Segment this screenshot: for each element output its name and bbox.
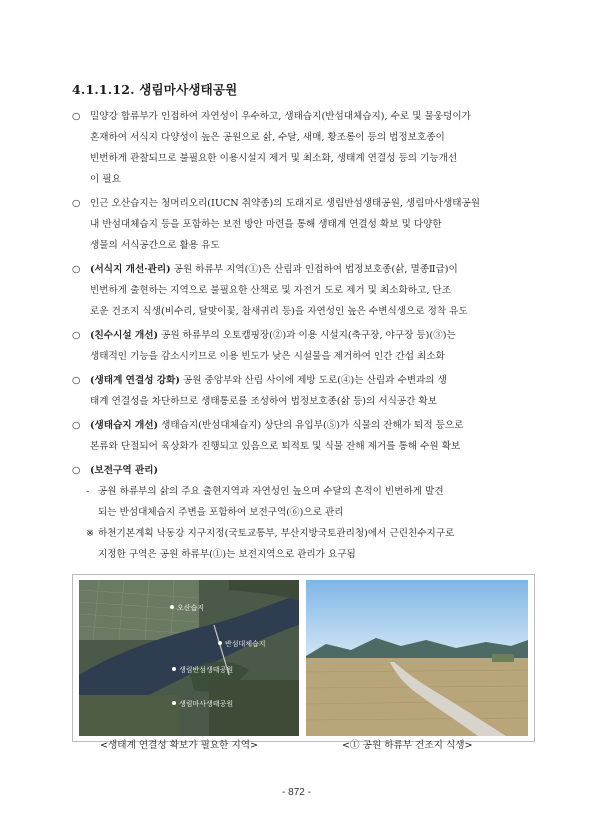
- bullet-icon: ○: [72, 264, 81, 275]
- page-number: - 872 -: [282, 787, 311, 798]
- text-line: 공원 하류부의 삵의 주요 출현지역과 자연성인 높으며 수달의 흔적이 빈번하게 발견: [98, 486, 444, 497]
- body-text: [72, 106, 534, 565]
- text-line: 생태습지(반섬대체습지) 상단의 유입부(⑤)가 식물의 잔해가 퇴적 등으로: [158, 420, 464, 431]
- map-label-banseom-wetland: 반섬대체습지: [225, 640, 266, 648]
- text-line: 이 필요: [90, 174, 121, 185]
- bullet-icon: ○: [72, 111, 81, 122]
- text-line: 하천기본계획 낙동강 지구지정(국토교통부, 부산지방국토관리청)에서 근린친수지구로: [98, 528, 455, 539]
- text-line: 혼재하여 서식지 다양성이 높은 공원으로 삵, 수달, 새매, 황조롱이 등의 법정보호종이: [90, 132, 445, 143]
- bullet-icon: ○: [72, 465, 81, 476]
- bullet-icon: ○: [72, 198, 81, 209]
- paragraph-lead: (보전구역 관리): [90, 465, 159, 476]
- bullet-icon: ○: [72, 375, 81, 386]
- dash-mark: -: [86, 486, 90, 497]
- text-line: 밀양강 합류부가 인접하여 자연성이 우수하고, 생태습지(반섬대체습지), 수로 및 물웅덩이가: [90, 111, 471, 122]
- note-mark: ※: [86, 528, 95, 539]
- paragraph-2: [72, 193, 534, 256]
- paragraph-6: [72, 415, 534, 457]
- text-line: 생물의 서식공간으로 활용 유도: [90, 240, 220, 251]
- text-line: 본류와 단절되어 육상화가 진행되고 있음으로 퇴적토 및 식물 잔해 제거를 통해 수원 확보: [90, 441, 461, 452]
- aerial-map-image: [79, 580, 299, 736]
- map-label-osan: 오산습지: [177, 604, 205, 612]
- text-line: 빈번하게 관찰되므로 불필요한 이용시설지 제거 및 최소화, 생태계 연결성 등의 기능개선: [90, 153, 458, 164]
- text-line: 되는 반섬대체습지 주변을 포함하여 보전구역(⑥)으로 관리: [98, 507, 344, 518]
- text-line: 빈번하게 출현하는 지역으로 불필요한 산책로 및 자전거 도로 제거 및 최소화하고, 단조: [90, 285, 451, 296]
- text-line: 공원 하류부 지역(①)은 산림과 인접하여 법정보호종(삵, 멸종Ⅱ급)이: [170, 264, 458, 275]
- text-line: 공원 중앙부와 산림 사이에 제방 도로(④)는 산림과 수변과의 생: [179, 375, 447, 386]
- text-line: 태계 연결성을 차단하므로 생태통로를 조성하여 법정보호종(삵 등)의 서식공간 확보: [90, 396, 437, 407]
- text-line: 인근 오산습지는 청머리오리(IUCN 취약종)의 도래지로 생림반섬생태공원, 생림마사생태공원: [90, 198, 481, 209]
- paragraph-lead: (친수시설 개선): [90, 330, 159, 341]
- caption-right: <① 공원 하류부 건조지 식생>: [342, 740, 473, 751]
- text-line: 내 반섬대체습지 등을 포함하는 보전 방안 마련을 통해 생태계 연결성 확보 및 다양한: [90, 219, 442, 230]
- text-line: 공원 하류부의 오토캠핑장(②)과 이용 시설지(축구장, 야구장 등)(③)는: [158, 330, 456, 341]
- text-line: 생태적인 기능을 감소시키므로 이용 빈도가 낮은 시설물을 제거하여 인간 간섭 최소화: [90, 351, 445, 362]
- photo-panel: [72, 574, 535, 742]
- map-label-masa-park: 생림마사생태공원: [179, 700, 234, 708]
- map-label-banseom-park: 생림반섬생태공원: [179, 666, 234, 674]
- caption-left: <생태계 연결성 확보가 필요한 지역>: [100, 740, 259, 751]
- paragraph-1: [72, 106, 534, 190]
- paragraph-7: [72, 460, 534, 481]
- sub-item-2: [72, 523, 534, 565]
- paragraph-lead: (생태계 연결성 강화): [90, 375, 180, 386]
- sub-item-1: [72, 481, 534, 523]
- section-heading: 4.1.1.12. 생림마사생태공원: [72, 82, 238, 97]
- paragraph-3: [72, 259, 534, 322]
- bullet-icon: ○: [72, 330, 81, 341]
- bullet-icon: ○: [72, 420, 81, 431]
- text-line: 지정한 구역은 공원 하류부(①)는 보전지역으로 관리가 요구됨: [98, 549, 356, 560]
- paragraph-5: [72, 370, 534, 412]
- paragraph-lead: (서식지 개선·관리): [90, 264, 171, 275]
- text-line: 로운 건조지 식생(비수리, 달맞이꽃, 참새귀리 등)을 자연성인 높은 수변식생으로 정착 유도: [90, 306, 468, 317]
- paragraph-4: [72, 325, 534, 367]
- dry-vegetation-photo: [306, 580, 528, 736]
- paragraph-lead: (생태습지 개선): [90, 420, 159, 431]
